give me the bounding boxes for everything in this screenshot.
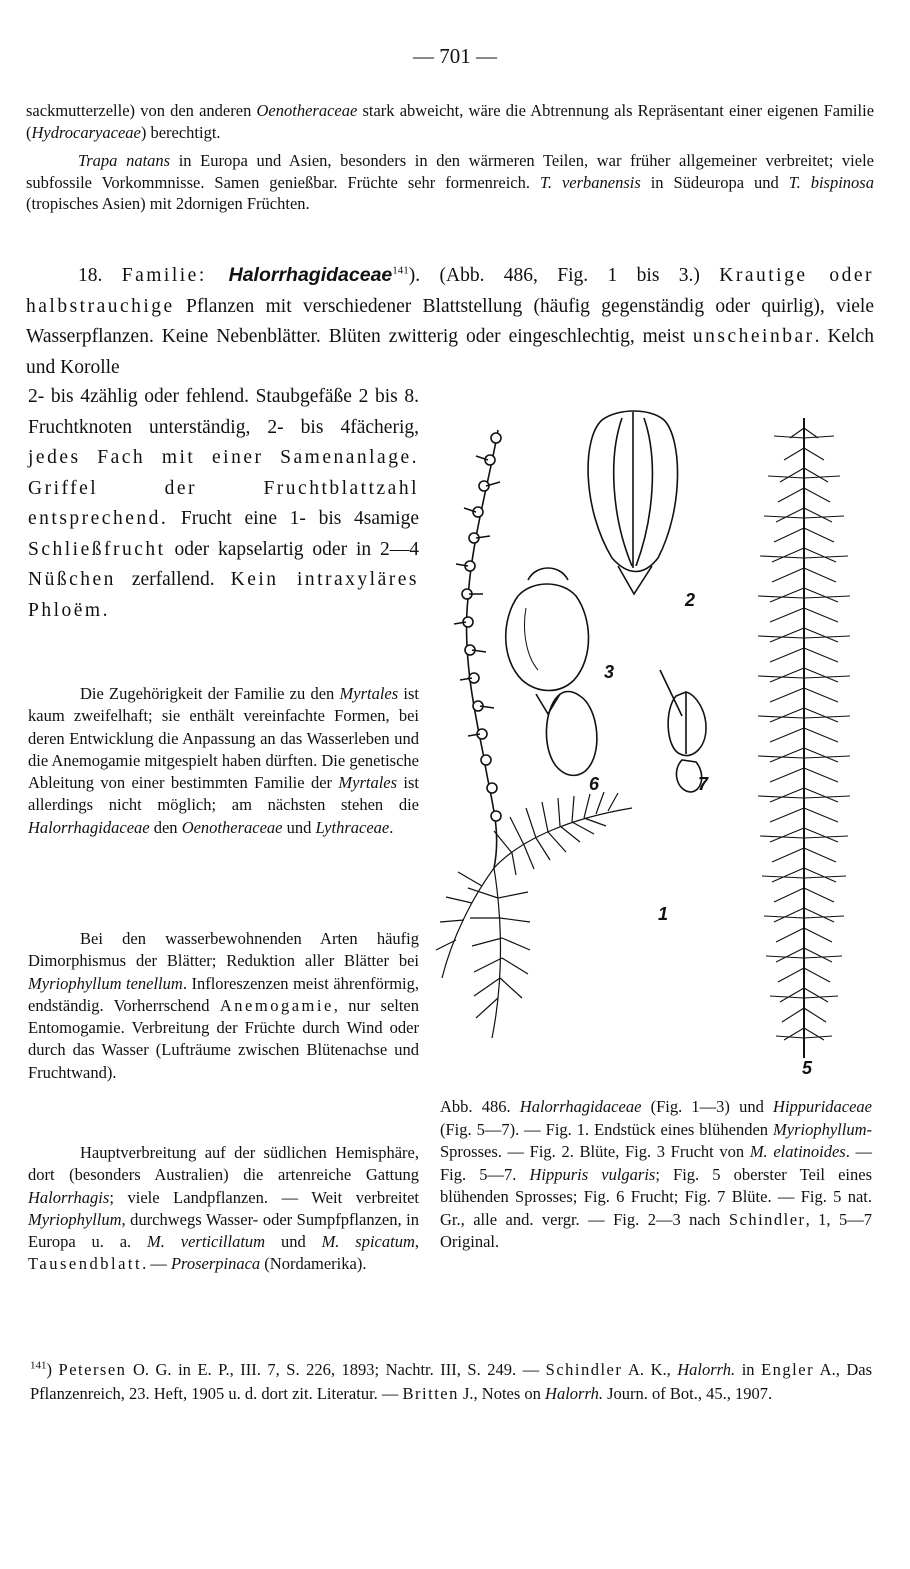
fig-label-1: 1 bbox=[658, 904, 669, 924]
family-name: Halorrhagidaceae bbox=[228, 264, 393, 286]
fig-3-fruit bbox=[506, 568, 589, 714]
fig-2-flower bbox=[588, 411, 677, 594]
paragraph-myrtales: Die Zugehörigkeit der Familie zu den Myrtales ist kaum zweifelhaft; sie enthält vereinfachte Formen, bei deren Entwicklung die Anpassung an das Wasserleben und die Anemogamie mitgespielt haben dürften. Die genetische Ableitung von einer bestimmten Familie der Myrtales ist allerdings nicht möglich; am nächsten stehen die Halorrhagidaceae den Oenotheraceae und Lythraceae. bbox=[28, 684, 420, 837]
fig-label-6: 6 bbox=[589, 774, 600, 794]
fig-1-myriophyllum-shoot bbox=[436, 430, 632, 1038]
fig-label-7: 7 bbox=[698, 774, 709, 794]
fig-5-hippuris-shoot bbox=[758, 418, 850, 1058]
botanical-illustration bbox=[432, 398, 887, 1088]
figure-486 bbox=[432, 398, 887, 1088]
paragraph-distribution: Hauptverbreitung auf der südlichen Hemisphäre, dort (besonders Australien) die artenreiche Gattung Halorrhagis; viele Landpflanzen. — Weit verbreitet Myriophyllum, durchwegs Wasser- oder Sumpfpflanzen, in Europa u. a. M. verticillatum und M. spicatum, Tausendblatt. — Proserpinaca (Nordamerika). bbox=[28, 1143, 419, 1274]
family-characteristics: 2- bis 4zählig oder fehlend. Staubgefäße 2 bis 8. Fruchtknoten unterständig, 2- bis 4fächerig, jedes Fach mit einer Samenanlage. Griffel der Fruchtblattzahl entsprechend. Frucht eine 1- bis 4samige Schließfrucht oder kapselartig oder in 2—4 Nüßchen zerfallend. Kein intraxyläres Phloëm. bbox=[28, 386, 419, 621]
fig-label-5: 5 bbox=[802, 1058, 813, 1078]
paragraph-trapa: Trapa natans in Europa und Asien, besonders in den wärmeren Teilen, war früher allgemeiner verbreitet; viele subfossile Vorkommnisse. Samen genießbar. Früchte sehr formenreich. T. verbanensis in Südeuropa und T. bispinosa (tropisches Asien) mit 2dornigen Früchten. bbox=[26, 151, 874, 213]
figure-caption: Abb. 486. Halorrhagidaceae (Fig. 1—3) und Hippuridaceae (Fig. 5—7). — Fig. 1. Endstück eines blühenden Myriophyllum-Sprosses. — Fig. 2. Blüte, Fig. 3 Frucht von M. elatinoides. — Fig. 5—7. Hippuris vulgaris; Fig. 5 oberster Teil eines blühenden Sprosses; Fig. 6 Frucht; Fig. 7 Blüte. — Fig. 5 nat. Gr., alle and. vergr. — Fig. 2—3 nach Schindler, 1, 5—7 Original. bbox=[440, 1097, 873, 1251]
fig-label-3: 3 bbox=[604, 662, 615, 682]
family-heading-paragraph: 18. Familie: Halorrhagidaceae$^{141}$). (Abb. 486, Fig. 1 bis 3.) Krautige oder halbstrauchige Pflanzen mit verschiedener Blattstellung (häufig gegenständig oder quirlig), viele Wasserpflanzen. Keine Nebenblätter. Blüten zwitterig oder eingeschlechtig, meist unscheinbar. Kelch und Korolle bbox=[26, 264, 874, 378]
page-number: — 701 — bbox=[413, 44, 497, 68]
footnote-141: $^{141}$) Petersen O. G. in E. P., III. 7, S. 226, 1893; Nachtr. III, S. 249. — Schindler A. K., Halorrh. in Engler A., Das Pflanzenreich, 23. Heft, 1905 u. d. dort zit. Literatur. — Britten J., Notes on Halorrh. Journ. of Bot., 45., 1907. bbox=[30, 1359, 873, 1403]
paragraph-hydrocaryaceae: sackmutterzelle) von den anderen Oenotheraceae stark abweicht, wäre die Abtrennung als Repräsentant einer eigenen Familie (Hydrocaryaceae) berechtigt. bbox=[26, 101, 875, 142]
fig-label-2: 2 bbox=[685, 590, 696, 610]
paragraph-water-species: Bei den wasserbewohnenden Arten häufig Dimorphismus der Blätter; Reduktion aller Blätter bei Myriophyllum tenellum. Infloreszenzen meist ährenförmig, endständig. Vorherrschend Anemogamie, nur selten Entomogamie. Verbreitung der Früchte durch Wind oder durch das Wasser (Lufträume zwischen Blütenachse und Fruchtwand). bbox=[28, 929, 420, 1082]
